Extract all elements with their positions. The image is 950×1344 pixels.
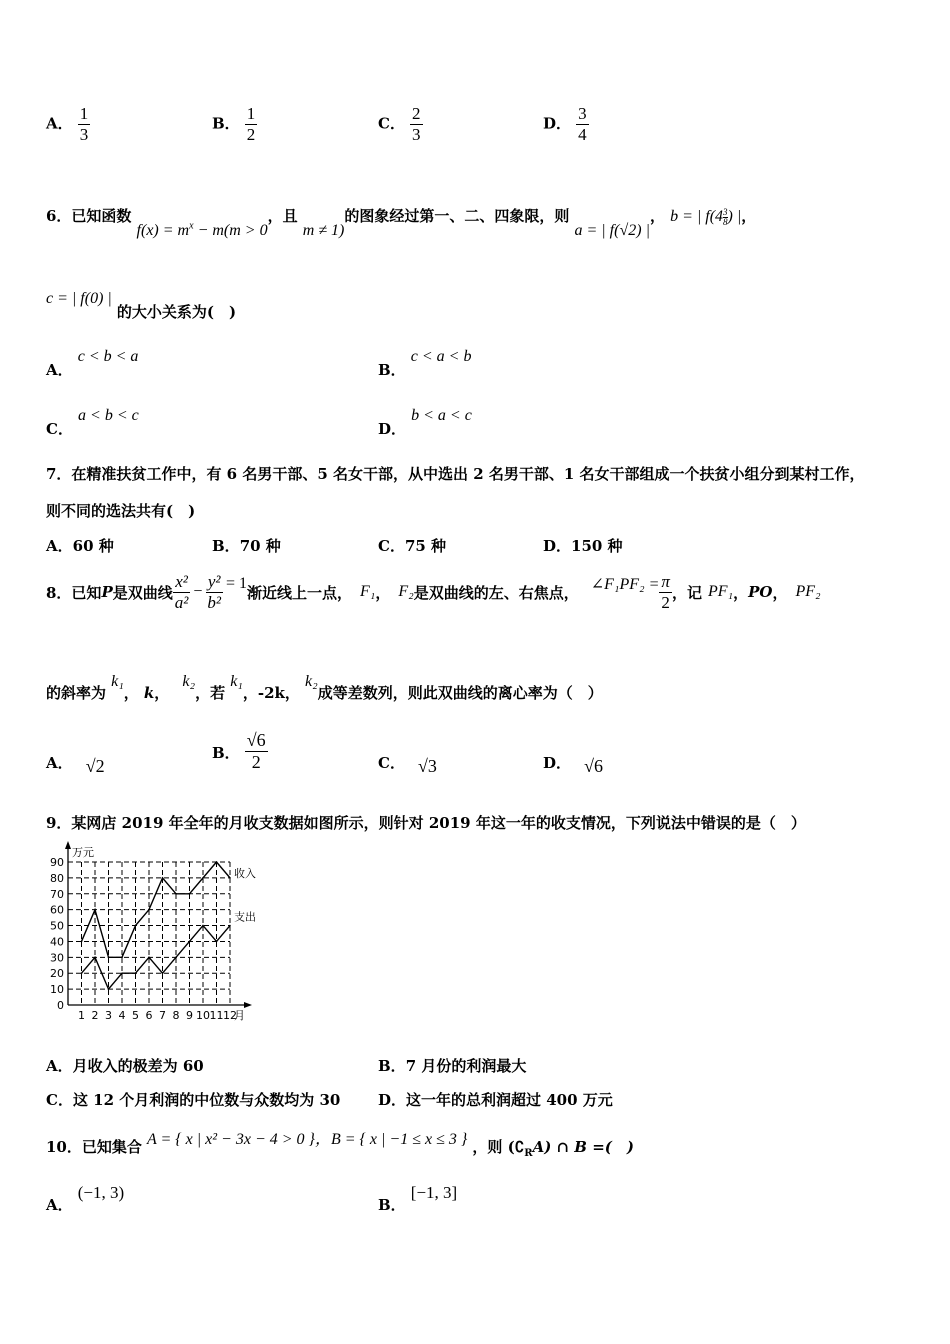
q10-option-a: A． (−1, 3) — [46, 1183, 125, 1214]
data-point — [148, 909, 150, 911]
option-letter: C． — [378, 114, 405, 133]
option-letter: D． — [543, 114, 572, 133]
income-expense-line-chart — [40, 840, 300, 1025]
q10-option-b: B． [−1, 3] — [378, 1183, 458, 1214]
y-tick-label: 70 — [50, 887, 64, 901]
x-tick-label: 9 — [186, 1009, 193, 1022]
chart-grid — [68, 862, 230, 1005]
fraction: $\frac{\text{y²}}{\text{b²}}$ — [207, 572, 221, 612]
q7-stem-line2: 则不同的选法共有( ) — [46, 502, 196, 520]
q8-option-a: A． √2 — [46, 754, 105, 776]
data-point — [175, 957, 177, 959]
chart-axes — [65, 841, 252, 1008]
fraction: $\frac{1}{3}$ — [79, 104, 89, 144]
data-point — [189, 941, 191, 943]
data-point — [135, 972, 137, 974]
data-point — [81, 941, 83, 943]
x-tick-label: 10 — [196, 1009, 210, 1022]
q9-option-d: D．这一年的总利润超过 400 万元 — [378, 1091, 613, 1109]
x-tick-label: 3 — [105, 1009, 112, 1022]
q6-stem-line2: c = | f(0) | 的大小关系为( ) — [46, 290, 237, 321]
data-point — [175, 893, 177, 895]
x-axis-arrow — [244, 1002, 252, 1008]
q5-option-a — [46, 104, 90, 144]
y-tick-label: 90 — [50, 856, 64, 869]
y-tick-label: 50 — [50, 919, 64, 933]
option-letter: B． — [212, 114, 240, 133]
q5-option-c — [378, 104, 423, 144]
q5-option-b — [212, 104, 257, 144]
fraction: $\frac{1}{2}$ — [246, 104, 256, 144]
x-tick-label: 8 — [172, 1009, 180, 1022]
fraction: $\frac{2}{3}$ — [412, 104, 421, 144]
x-axis-label: 月 — [234, 1009, 245, 1022]
fraction: $\frac{\text{x²}}{\text{a²}}$ — [174, 572, 189, 612]
q7-option-c: C．75 种 — [378, 537, 447, 555]
data-point — [216, 941, 218, 943]
q9-option-b: B．7 月份的利润最大 — [378, 1057, 527, 1075]
q6-option-a: A． c < b < a — [46, 348, 139, 379]
q9-option-c: C．这 12 个月利润的中位数与众数均为 30 — [46, 1091, 341, 1109]
data-point — [229, 877, 231, 879]
x-tick-label: 1 — [78, 1009, 85, 1022]
data-point — [94, 909, 96, 911]
q8-option-b: B． $\frac{√6}{2}$ — [212, 730, 266, 772]
data-point — [189, 893, 191, 895]
q6-option-b: B． c < a < b — [378, 348, 472, 379]
legend-label: 支出 — [234, 910, 256, 924]
data-point — [108, 957, 110, 959]
q7-option-b: B．70 种 — [212, 537, 281, 555]
data-point — [202, 877, 204, 879]
y-tick-label: 60 — [50, 903, 64, 917]
fraction: $\frac{3}{4}$ — [578, 104, 587, 144]
q5-option-d — [543, 104, 589, 144]
q7-stem: 7．在精准扶贫工作中，有 6 名男干部、5 名女干部，从中选出 2 名男干部、1 名女干部组成一个扶贫小组分到某村工作， — [46, 465, 865, 483]
y-tick-label: 80 — [50, 871, 64, 885]
option-letter: A． — [46, 114, 73, 133]
q6-option-d: D． b < a < c — [378, 407, 472, 438]
fraction: $\frac{\pi}{2}$ — [661, 572, 670, 612]
data-point — [121, 972, 123, 974]
y-tick-label: 20 — [50, 967, 64, 981]
data-point — [81, 972, 83, 974]
q6-stem: 6．已知函数 $f(x) = m^x - m(m > 0$，且 m ≠ 1)的图象经过第一、二、四象限，则 a = | f(√2) |， b = | f(4 $\frac{3}{8}$ ) |， — [46, 206, 757, 239]
y-tick-label: 10 — [50, 983, 64, 997]
data-point — [108, 988, 110, 990]
q10-stem: 10．已知集合 A = { x | x² − 3x − 4 > 0 }，B = { x | −1 ≤ x ≤ 3 } ，则 $(∁_RA)$ ∩ B =( ) — [46, 1131, 634, 1159]
data-point — [229, 925, 231, 927]
q9-option-a: A．月收入的极差为 60 — [46, 1057, 204, 1075]
q9-stem: 9．某网店 2019 年全年的月收支数据如图所示，则针对 2019 年这一年的收支情况，下列说法中错误的是（ ） — [46, 814, 806, 832]
q8-stem: 8．已知 P 是双曲线 $\frac{\text{x²}}{\text{a²}}$ − $\frac{\text{y²}}{\text{b²}}$ = 1 渐近线上一点， F₁ ， F₂ 是双曲线的左、右焦点， ∠F₁PF₂ = $\frac{\pi}{2}$ ，记 PF₁ ， PO ， PF₂ — [46, 572, 821, 612]
y-tick-label: 30 — [50, 951, 64, 965]
fraction: $\frac{√6}{2}$ — [246, 730, 266, 772]
data-point — [121, 957, 123, 959]
q8-option-c: C． √3 — [378, 754, 437, 776]
x-tick-label: 6 — [145, 1009, 153, 1022]
data-point — [162, 877, 164, 879]
y-tick-label: 40 — [50, 935, 64, 949]
x-tick-label: 11 — [209, 1009, 224, 1022]
y-axis-label: 万元 — [72, 846, 94, 859]
data-point — [135, 925, 137, 927]
data-point — [202, 925, 204, 927]
data-point — [216, 861, 218, 863]
q6-option-c: C． a < b < c — [46, 407, 139, 438]
data-point — [94, 957, 96, 959]
q8-option-d: D． √6 — [543, 754, 603, 776]
y-tick-label: 0 — [57, 999, 64, 1012]
x-tick-label: 2 — [91, 1009, 99, 1022]
data-point — [148, 957, 150, 959]
y-axis-arrow — [65, 841, 71, 849]
legend-label: 收入 — [234, 866, 256, 880]
q7-option-a: A．60 种 — [46, 537, 114, 555]
data-point — [162, 972, 164, 974]
x-tick-label: 7 — [159, 1009, 166, 1022]
x-tick-label: 12 — [223, 1009, 237, 1022]
x-tick-label: 4 — [118, 1009, 126, 1022]
q8-stem-line2: 的斜率为 k₁， k， k₂，若 k₁，-2k， k₂成等差数列，则此双曲线的离心率为（ ） — [46, 673, 603, 702]
x-tick-label: 5 — [132, 1009, 139, 1022]
q7-option-d: D．150 种 — [543, 537, 623, 555]
